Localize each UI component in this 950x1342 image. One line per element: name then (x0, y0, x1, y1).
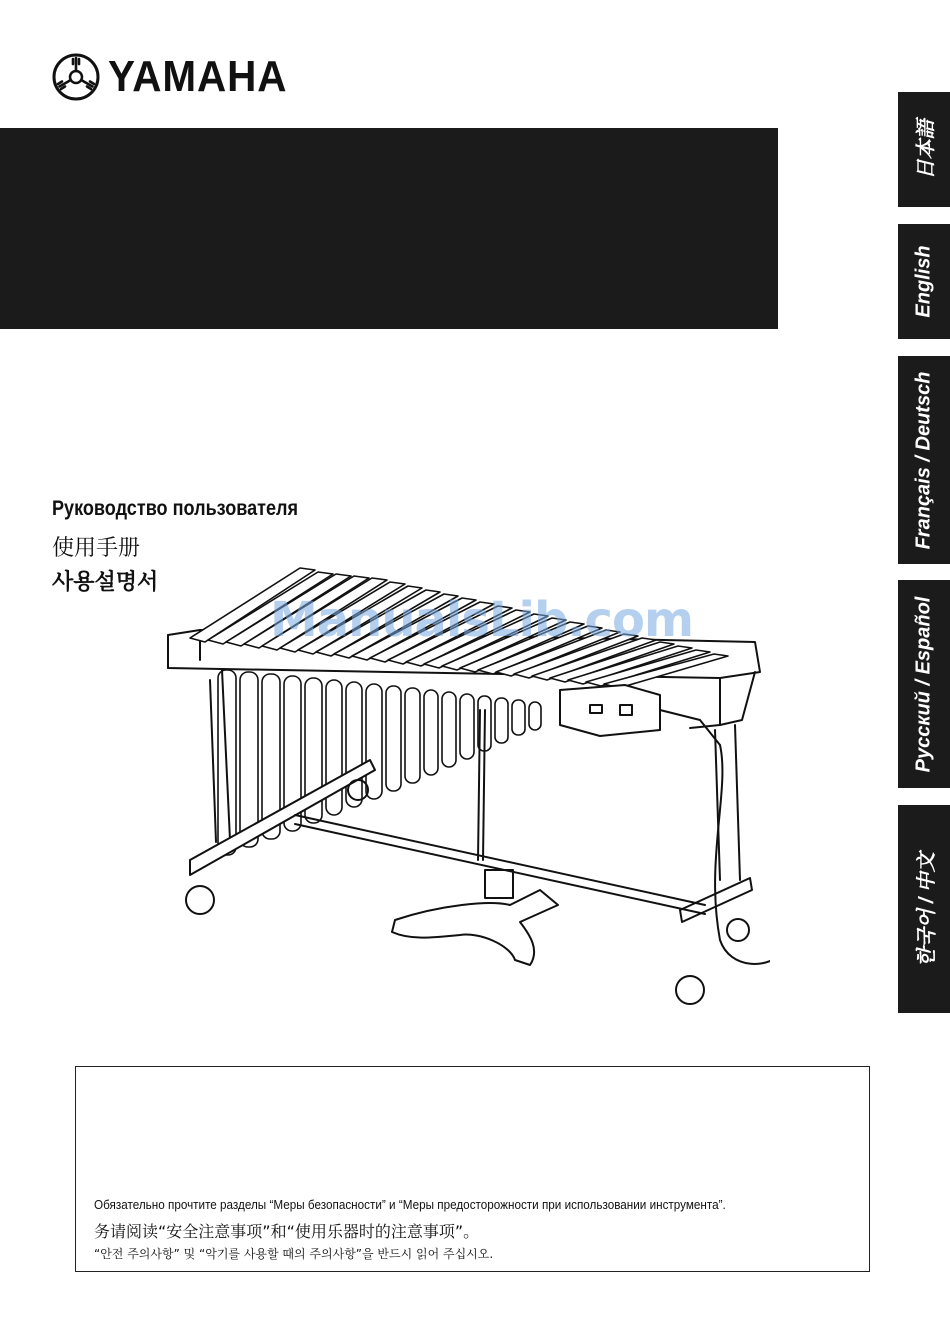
brand-name: YAMAHA (108, 52, 288, 101)
notice-korean: “안전 주의사항” 및 “악기를 사용할 때의 주의사항”을 반드시 읽어 주십시오. (94, 1247, 494, 1261)
subtitle-russian: Руководство пользователя (52, 497, 299, 520)
tab-english[interactable] (898, 224, 950, 339)
tab-french-german[interactable] (898, 356, 950, 564)
tab-label: 日本語 (915, 119, 938, 180)
subtitle-chinese: 使用手册 (52, 536, 141, 561)
yamaha-tuning-forks-icon (52, 53, 100, 101)
safety-notice-box (75, 1066, 870, 1272)
title-band (0, 128, 778, 329)
tab-label: Русский / Español (912, 596, 935, 772)
yamaha-logo (52, 52, 303, 102)
notice-russian: Обязательно прочтите разделы “Меры безопасности” и “Меры предосторожности при использовании инструмента”. (94, 1197, 726, 1212)
tab-label: 한국어 / 中文 (915, 851, 938, 967)
subtitle-korean: 사용설명서 (52, 570, 159, 595)
tab-russian-spanish[interactable] (898, 580, 950, 788)
notice-chinese: 务请阅读“安全注意事项”和“使用乐器时的注意事项”。 (94, 1222, 480, 1241)
tab-label: English (912, 245, 935, 318)
watermark: ManualsLib.com (270, 592, 693, 648)
tab-japanese[interactable] (898, 92, 950, 207)
tab-label: Français / Deutsch (912, 371, 935, 549)
tab-korean-chinese[interactable] (898, 805, 950, 1013)
